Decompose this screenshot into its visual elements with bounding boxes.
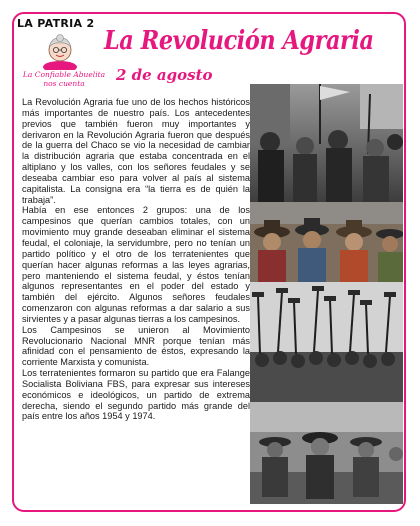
page-subtitle: 2 de agosto: [116, 66, 213, 84]
raised-tools-crowd-photo: [250, 282, 403, 406]
photo-collage: [250, 84, 403, 504]
article-paragraph-1: La Revolución Agraria fue uno de los hechos históricos más importantes de nuestro país. Los antecedentes previos que también fueron muy importantes y derivaron en la Revolución Agraria fueron que después de la guerra del Chaco se vio la necesidad de cambiar la distribución agraria que estaba concentrada en el altiplano y los valles, con los señores feudales y se deseaba cambiar eso para volver al país al sistema capitalista. La consigna era “la tierra es de quién la trabaja”.: [22, 97, 250, 205]
section-label: LA PATRIA 2: [17, 17, 95, 30]
tagline-line-1: La Confiable Abuelita: [22, 70, 106, 79]
article-paragraph-4: Los terratenientes formaron su partido que era Falange Socialista Boliviana FBS, para expresar sus intereses económicos e ideológicos, un partido de extrema derecha, siendo el segundo partido más grande del país entre los años 1954 y 1974.: [22, 368, 250, 422]
seated-peasants-photo: [250, 402, 403, 504]
article-paragraph-2: Había en ese entonces 2 grupos: una de los campesinos que querían cambios totales, con un movimiento muy grande deseaban eliminar el sistema feudal, el coloniaje, la servidumbre, pero no tenían un partido político y el otro de los terratenientes que querían hacer algunas reformas a las leyes agrarias, pero manteniendo el sistema feudal, y éstos tenían algunos representantes en el poder del estado y también del ejército. Algunos señores feudales comenzaron con algunas reformas a dar salario a sus sirvientes y a pasar algunas tierras a los campesinos.: [22, 205, 250, 324]
tagline: [14, 70, 114, 88]
crowd-with-flags-photo: [250, 84, 403, 206]
women-in-hats-photo: [250, 202, 403, 286]
article-paragraph-3: Los Campesinos se unieron al Movimiento Revolucionario Nacional MNR porque tenían más afinidad con el pensamiento de éstos, expresando la corriente Marxista y comunista.: [22, 324, 250, 368]
grandmother-icon: [40, 34, 80, 70]
article-body: [22, 97, 250, 422]
tagline-line-2: nos cuenta: [43, 79, 85, 88]
page-title: La Revolución Agraria: [104, 26, 374, 56]
